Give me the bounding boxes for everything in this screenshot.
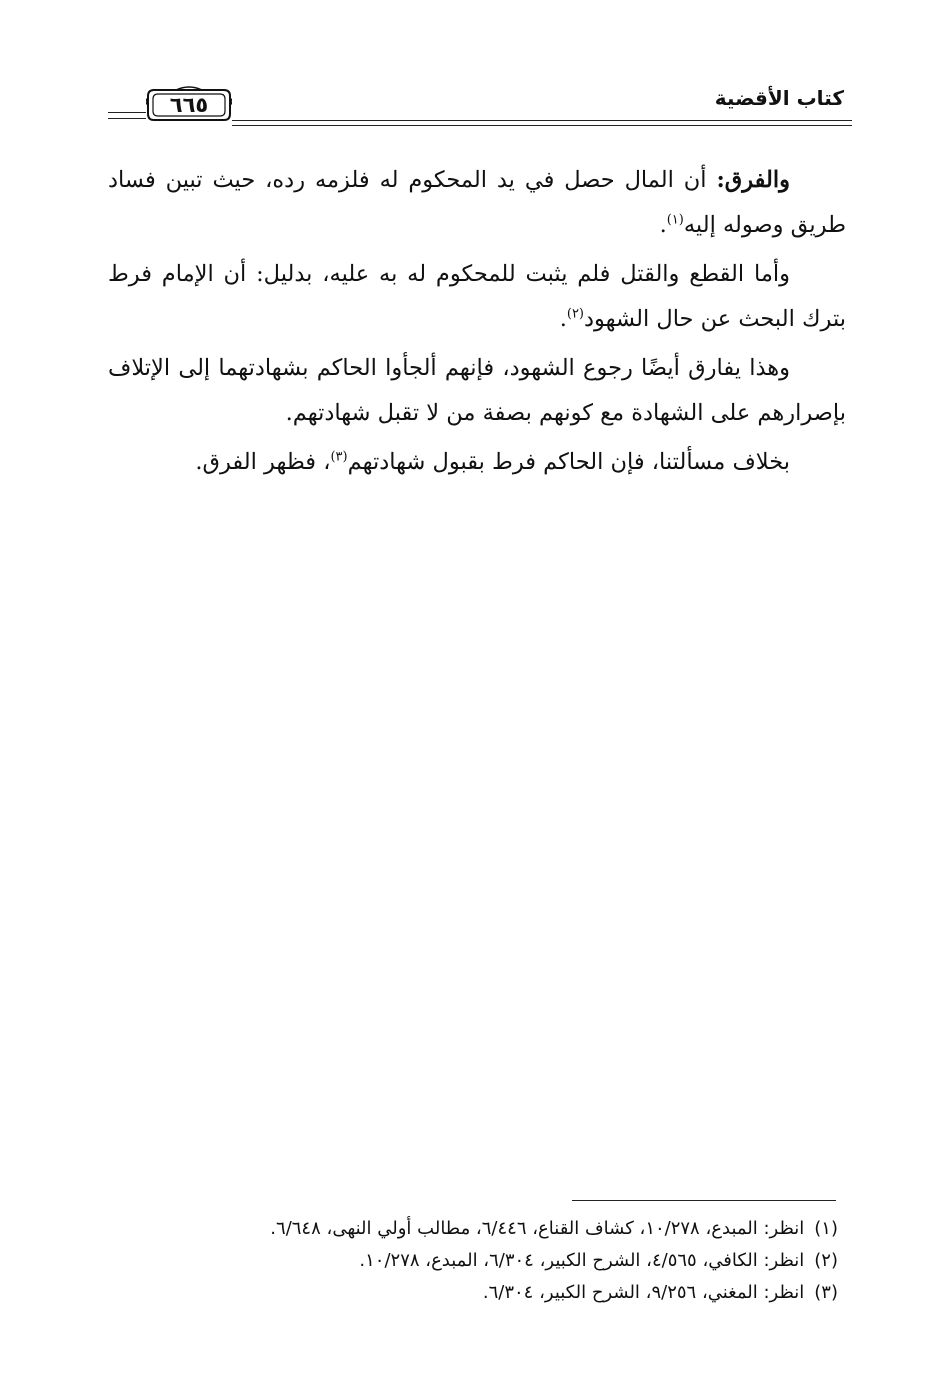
paragraph-1-end: . [659, 212, 667, 238]
page-number: ٦٦٥ [169, 93, 209, 117]
footnote-text: انظر: المبدع، ١٠/٢٧٨، كشاف القناع، ٦/٤٤٦، مطالب أولي النهى، ٦/٦٤٨. [270, 1218, 805, 1239]
main-text [108, 158, 846, 489]
footnotes [108, 1213, 838, 1309]
footnote-number: (٢) [814, 1250, 838, 1271]
header-rule-bottom [232, 125, 852, 126]
paragraph-2-text: وأما القطع والقتل فلم يثبت للمحكوم له به عليه، بدليل: أن الإمام فرط بترك البحث عن حال الشهود [108, 261, 846, 332]
footnote-item [108, 1277, 838, 1309]
paragraph-2 [108, 252, 846, 342]
footnote-number: (٣) [814, 1282, 838, 1303]
footnote-item [108, 1213, 838, 1245]
paragraph-3: وهذا يفارق أيضًا رجوع الشهود، فإنهم ألجأوا الحاكم بشهادتهما إلى الإتلاف بإصرارهم على الشهادة مع كونهم بصفة من لا تقبل شهادتهم. [108, 355, 846, 426]
paragraph-2-end: . [559, 306, 567, 332]
footnote-ref-1[interactable]: (١) [666, 212, 684, 228]
footnote-number: (١) [814, 1218, 838, 1239]
paragraph-4-text: بخلاف مسألتنا، فإن الحاكم فرط بقبول شهادتهم [347, 449, 790, 475]
page-header [100, 72, 852, 132]
header-rule-top [232, 120, 852, 121]
footnote-ref-3[interactable]: (٣) [330, 449, 348, 465]
book-title: كتاب الأقضية [714, 86, 844, 110]
footnote-text: انظر: الكافي، ٤/٥٦٥، الشرح الكبير، ٦/٣٠٤، المبدع، ١٠/٢٧٨. [359, 1250, 805, 1271]
page-number-frame [146, 86, 232, 124]
footnote-item [108, 1245, 838, 1277]
paragraph-1 [108, 158, 846, 248]
footnote-separator [572, 1200, 836, 1201]
header-rule-left-bottom [108, 118, 146, 119]
header-rule-left-top [108, 112, 146, 113]
footnote-ref-2[interactable]: (٢) [566, 306, 584, 322]
paragraph-4 [108, 440, 846, 485]
paragraph-1-text: أن المال حصل في يد المحكوم له فلزمه رده، حيث تبين فساد طريق وصوله إليه [108, 167, 846, 238]
paragraph-4-end: ، فظهر الفرق. [195, 449, 331, 475]
footnote-text: انظر: المغني، ٩/٢٥٦، الشرح الكبير، ٦/٣٠٤. [482, 1282, 805, 1303]
paragraph-1-lead: والفرق: [716, 167, 790, 193]
